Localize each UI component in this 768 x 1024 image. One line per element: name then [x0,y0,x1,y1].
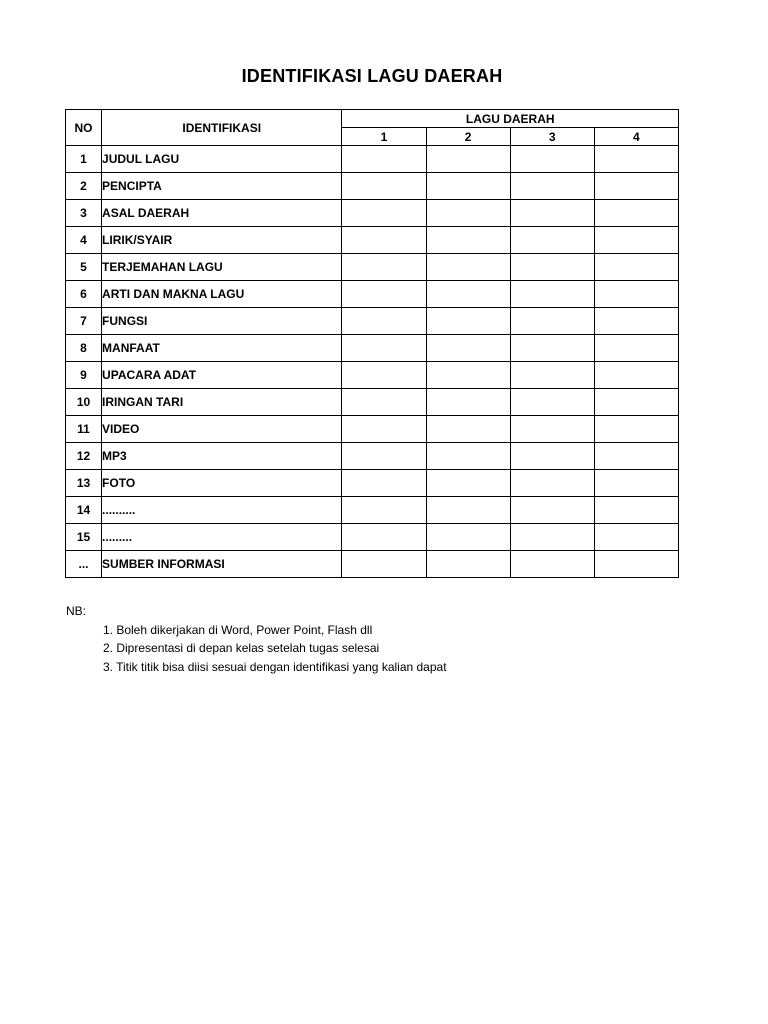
empty-entry-cell[interactable] [594,200,678,227]
empty-entry-cell[interactable] [594,146,678,173]
header-lagu-col: 3 [510,128,594,146]
table-row [66,254,679,281]
table-row [66,308,679,335]
header-no: NO [66,110,102,146]
empty-entry-cell[interactable] [342,200,426,227]
empty-entry-cell[interactable] [426,335,510,362]
empty-entry-cell[interactable] [510,146,594,173]
empty-entry-cell[interactable] [342,497,426,524]
notes-label: NB: [66,604,87,618]
row-label: MP3 [102,443,342,470]
row-number: 8 [66,335,102,362]
empty-entry-cell[interactable] [510,281,594,308]
empty-entry-cell[interactable] [342,146,426,173]
empty-entry-cell[interactable] [510,308,594,335]
empty-entry-cell[interactable] [426,227,510,254]
header-lagu-col: 2 [426,128,510,146]
row-number: 2 [66,173,102,200]
empty-entry-cell[interactable] [510,173,594,200]
empty-entry-cell[interactable] [342,524,426,551]
row-label: ASAL DAERAH [102,200,342,227]
empty-entry-cell[interactable] [594,389,678,416]
note-item: 2. Dipresentasi di depan kelas setelah tugas selesai [103,641,380,655]
table-row [66,362,679,389]
table-row [66,227,679,254]
notes-section [66,602,447,676]
row-number: 10 [66,389,102,416]
empty-entry-cell[interactable] [510,389,594,416]
table-row [66,551,679,578]
row-number: 11 [66,416,102,443]
empty-entry-cell[interactable] [342,227,426,254]
empty-entry-cell[interactable] [426,551,510,578]
header-lagu-col: 1 [342,128,426,146]
row-number: 13 [66,470,102,497]
empty-entry-cell[interactable] [510,551,594,578]
row-label: ......... [102,524,342,551]
table-row [66,173,679,200]
empty-entry-cell[interactable] [426,254,510,281]
empty-entry-cell[interactable] [426,389,510,416]
header-lagu-daerah: LAGU DAERAH [342,110,679,128]
row-label: LIRIK/SYAIR [102,227,342,254]
note-item: 3. Titik titik bisa diisi sesuai dengan identifikasi yang kalian dapat [103,659,447,674]
page-title: IDENTIFIKASI LAGU DAERAH [241,66,503,86]
table-row [66,281,679,308]
empty-entry-cell[interactable] [342,308,426,335]
empty-entry-cell[interactable] [594,335,678,362]
empty-entry-cell[interactable] [342,281,426,308]
empty-entry-cell[interactable] [426,308,510,335]
empty-entry-cell[interactable] [426,524,510,551]
row-label: JUDUL LAGU [102,146,342,173]
row-number: 14 [66,497,102,524]
empty-entry-cell[interactable] [426,362,510,389]
row-label: UPACARA ADAT [102,362,342,389]
empty-entry-cell[interactable] [594,551,678,578]
row-number: 6 [66,281,102,308]
row-number: 4 [66,227,102,254]
identification-table [65,109,679,578]
row-number: 3 [66,200,102,227]
empty-entry-cell[interactable] [594,173,678,200]
table-row [66,416,679,443]
row-label: FUNGSI [102,308,342,335]
empty-entry-cell[interactable] [426,470,510,497]
table-row [66,200,679,227]
row-label: PENCIPTA [102,173,342,200]
empty-entry-cell[interactable] [594,308,678,335]
table-row [66,335,679,362]
header-identifikasi: IDENTIFIKASI [102,110,342,146]
table-row [66,470,679,497]
notes-list [66,621,447,677]
row-label: SUMBER INFORMASI [102,551,342,578]
table-body [66,146,679,578]
empty-entry-cell[interactable] [510,335,594,362]
row-label: FOTO [102,470,342,497]
empty-entry-cell[interactable] [510,497,594,524]
empty-entry-cell[interactable] [510,470,594,497]
empty-entry-cell[interactable] [594,470,678,497]
row-label: TERJEMAHAN LAGU [102,254,342,281]
empty-entry-cell[interactable] [426,281,510,308]
table-row [66,497,679,524]
empty-entry-cell[interactable] [510,443,594,470]
row-number: ... [66,551,102,578]
row-number: 9 [66,362,102,389]
empty-entry-cell[interactable] [426,200,510,227]
empty-entry-cell[interactable] [426,173,510,200]
table-row [66,443,679,470]
header-lagu-col: 4 [594,128,678,146]
empty-entry-cell[interactable] [594,281,678,308]
empty-entry-cell[interactable] [510,200,594,227]
row-label: .......... [102,497,342,524]
empty-entry-cell[interactable] [342,443,426,470]
row-number: 7 [66,308,102,335]
empty-entry-cell[interactable] [510,227,594,254]
empty-entry-cell[interactable] [510,416,594,443]
table-row [66,146,679,173]
row-label: IRINGAN TARI [102,389,342,416]
row-label: VIDEO [102,416,342,443]
empty-entry-cell[interactable] [594,362,678,389]
empty-entry-cell[interactable] [594,416,678,443]
empty-entry-cell[interactable] [594,254,678,281]
empty-entry-cell[interactable] [426,146,510,173]
empty-entry-cell[interactable] [594,524,678,551]
empty-entry-cell[interactable] [594,227,678,254]
empty-entry-cell[interactable] [342,551,426,578]
empty-entry-cell[interactable] [594,443,678,470]
table-row [66,524,679,551]
empty-entry-cell[interactable] [426,416,510,443]
empty-entry-cell[interactable] [342,389,426,416]
empty-entry-cell[interactable] [510,524,594,551]
row-number: 1 [66,146,102,173]
row-number: 12 [66,443,102,470]
empty-entry-cell[interactable] [426,443,510,470]
row-number: 15 [66,524,102,551]
empty-entry-cell[interactable] [426,497,510,524]
empty-entry-cell[interactable] [342,362,426,389]
empty-entry-cell[interactable] [594,497,678,524]
empty-entry-cell[interactable] [510,362,594,389]
empty-entry-cell[interactable] [342,254,426,281]
empty-entry-cell[interactable] [342,173,426,200]
empty-entry-cell[interactable] [510,254,594,281]
empty-entry-cell[interactable] [342,416,426,443]
row-label: ARTI DAN MAKNA LAGU [102,281,342,308]
empty-entry-cell[interactable] [342,470,426,497]
row-label: MANFAAT [102,335,342,362]
empty-entry-cell[interactable] [342,335,426,362]
note-item: 1. Boleh dikerjakan di Word, Power Point, Flash dll [103,622,373,637]
row-number: 5 [66,254,102,281]
table-row [66,389,679,416]
